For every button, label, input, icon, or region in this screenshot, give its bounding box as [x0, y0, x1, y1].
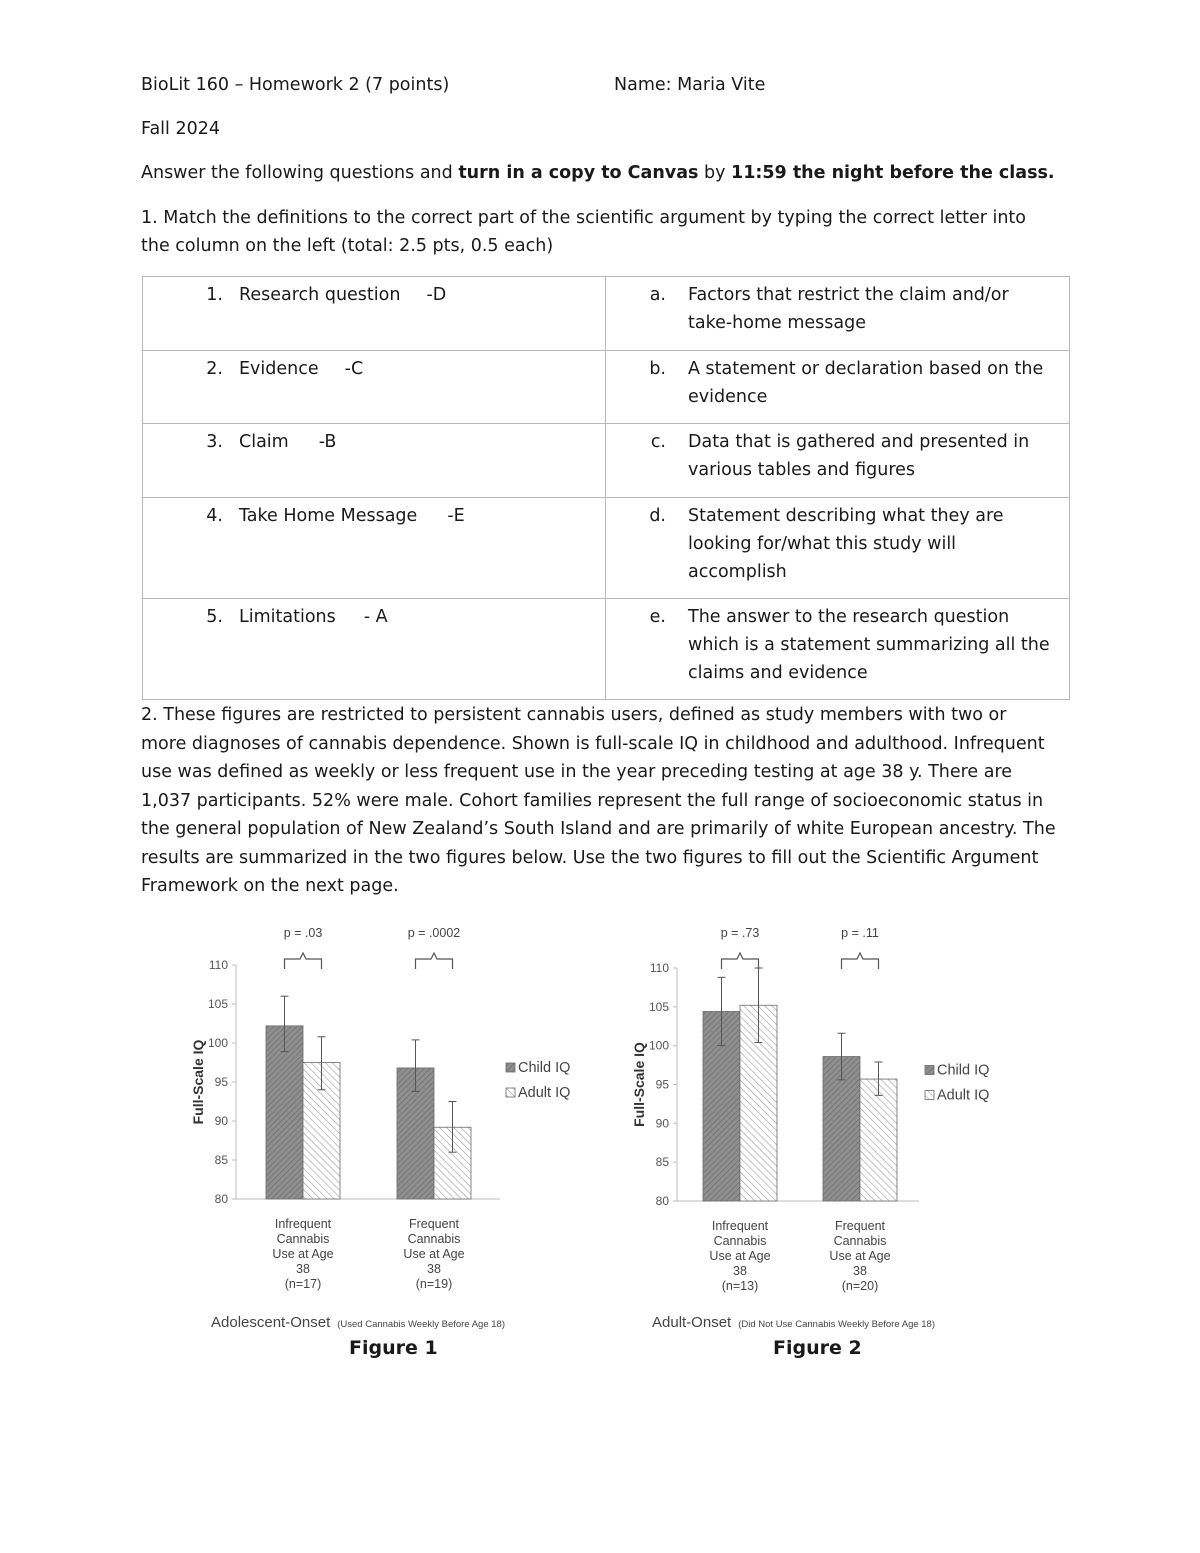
chart-title: Adult-Onset [652, 1314, 732, 1331]
instructions [141, 159, 1055, 187]
x-category-label: (n=20) [841, 1279, 879, 1293]
table-row [143, 277, 1070, 351]
definition-letter: a. [649, 285, 666, 305]
table-row [143, 351, 1070, 424]
term-number: 4. [206, 506, 223, 526]
definition-cell [606, 498, 1070, 599]
q1-prompt-line2: the column on the left (total: 2.5 pts, 0.5 each) [141, 236, 554, 256]
instructions-prefix: Answer the following questions and [141, 163, 459, 183]
y-tick-label: 100 [207, 1036, 228, 1050]
definition-text: The answer to the research question which is a statement summarizing all the claims and evidence [688, 607, 1050, 683]
term-number: 1. [206, 285, 223, 305]
x-category-label: Cannabis [833, 1234, 887, 1248]
term-cell[interactable] [143, 351, 606, 424]
y-tick-label: 110 [208, 958, 228, 972]
term-cell[interactable] [143, 599, 606, 700]
y-tick-label: 80 [655, 1194, 669, 1208]
matching-table [142, 276, 1070, 700]
figure-2-caption: Figure 2 [773, 1337, 862, 1359]
y-axis-label: Full-Scale IQ [631, 1042, 647, 1127]
definition-text: A statement or declaration based on the evidence [688, 359, 1044, 407]
figure-1-caption: Figure 1 [349, 1337, 438, 1359]
x-category-label: Cannabis [407, 1232, 461, 1246]
p-value-label: p = .73 [720, 926, 760, 940]
x-category-label: (n=17) [284, 1277, 322, 1291]
y-tick-label: 85 [214, 1153, 228, 1167]
answer-value: - A [363, 607, 388, 627]
significance-bracket [842, 953, 879, 969]
term-number: 5. [206, 607, 223, 627]
term-label: Claim [239, 432, 289, 452]
y-tick-label: 90 [655, 1116, 669, 1131]
y-tick-label: 110 [649, 961, 669, 975]
significance-bracket [416, 953, 453, 969]
x-category-label: 38 [733, 1264, 747, 1278]
instructions-bold-canvas: turn in a copy to Canvas [458, 163, 699, 183]
chart-title-note: (Did Not Use Cannabis Weekly Before Age 18) [738, 1319, 936, 1330]
y-tick-label: 100 [648, 1038, 669, 1053]
legend-label: Child IQ [937, 1062, 990, 1079]
p-value-label: p = .11 [841, 926, 879, 940]
y-tick-label: 80 [214, 1192, 228, 1206]
significance-bracket [722, 953, 759, 969]
answer-value: -B [318, 432, 337, 452]
x-category-label: Infrequent [274, 1217, 332, 1231]
x-category-label: (n=19) [415, 1277, 453, 1291]
q1-prompt-line1: 1. Match the definitions to the correct part of the scientific argument by typing the correct letter into [141, 208, 1026, 228]
x-category-label: 38 [853, 1264, 867, 1278]
x-category-label: Use at Age [709, 1249, 771, 1263]
legend-swatch [925, 1091, 934, 1100]
p-value-label: p = .03 [283, 926, 323, 940]
legend-swatch [506, 1063, 515, 1072]
significance-bracket [285, 953, 322, 969]
term-label: Research question [239, 285, 401, 305]
definition-text: Data that is gathered and presented in various tables and figures [688, 432, 1030, 480]
x-category-label: Use at Age [403, 1247, 465, 1261]
legend-swatch [925, 1066, 934, 1075]
term-label: Take Home Message [239, 506, 418, 526]
x-category-label: (n=13) [721, 1279, 759, 1293]
instructions-middle: by [698, 163, 732, 183]
y-tick-label: 105 [648, 999, 669, 1014]
figure-2-chart [610, 915, 1030, 1335]
term: Fall 2024 [141, 119, 221, 139]
term-label: Evidence [239, 359, 319, 379]
x-category-label: Cannabis [276, 1232, 330, 1246]
y-tick-label: 95 [655, 1077, 669, 1092]
y-axis-label: Full-Scale IQ [190, 1039, 206, 1125]
definition-cell [606, 424, 1070, 498]
definition-letter: b. [649, 359, 666, 379]
bar-adult-iq [860, 1079, 897, 1201]
x-category-label: Infrequent [711, 1219, 769, 1233]
table-row [143, 424, 1070, 498]
term-label: Limitations [239, 607, 336, 627]
term-number: 2. [206, 359, 223, 379]
chart-title: Adolescent-Onset [211, 1314, 331, 1331]
y-tick-label: 105 [207, 997, 228, 1011]
x-category-label: Frequent [408, 1217, 460, 1231]
x-category-label: Use at Age [272, 1247, 334, 1261]
legend-label: Adult IQ [518, 1085, 571, 1101]
definition-letter: c. [650, 432, 666, 452]
course-title: BioLit 160 – Homework 2 (7 points) [141, 75, 450, 95]
definition-letter: e. [649, 607, 666, 627]
q2-paragraph: 2. These figures are restricted to persistent cannabis users, defined as study members with two or more diagnoses of cannabis dependence. Shown is full-scale IQ in childhood and adulthood. Infrequent use was defined as weekly or less frequent use in the year preceding testing at age 38 y. There are 1,037 participants. 52% were male. Cohort families represent the full range of socioeconomic status in the general population of New Zealand’s South Island and are primarily of white European ancestry. The results are summarized in the two figures below. Use the two figures to fill out the Scientific Argument Framework on the next page. [141, 705, 1056, 896]
definition-letter: d. [649, 506, 666, 526]
instructions-bold-deadline: 11:59 the night before the class. [731, 163, 1055, 183]
term-number: 3. [206, 432, 223, 452]
definition-cell [606, 277, 1070, 351]
definition-text: Statement describing what they are looking for/what this study will accomplish [688, 506, 1004, 582]
x-category-label: Use at Age [829, 1249, 891, 1263]
legend-swatch [506, 1088, 515, 1097]
answer-value: -E [447, 506, 465, 526]
student-name: Name: Maria Vite [614, 75, 766, 95]
legend-label: Adult IQ [937, 1087, 990, 1104]
x-category-label: Frequent [834, 1219, 886, 1233]
definition-cell [606, 351, 1070, 424]
answer-value: -C [344, 359, 364, 379]
legend-label: Child IQ [518, 1060, 571, 1076]
term-cell[interactable] [143, 424, 606, 498]
x-category-label: 38 [296, 1262, 310, 1276]
table-row [143, 498, 1070, 599]
y-tick-label: 95 [214, 1075, 228, 1089]
term-cell[interactable] [143, 277, 606, 351]
y-tick-label: 85 [655, 1155, 669, 1170]
answer-value: -D [426, 285, 447, 305]
figure-1-chart [170, 915, 590, 1335]
chart-title-note: (Used Cannabis Weekly Before Age 18) [337, 1319, 505, 1330]
y-tick-label: 90 [214, 1114, 228, 1128]
term-cell[interactable] [143, 498, 606, 599]
x-category-label: Cannabis [713, 1234, 767, 1248]
table-row [143, 599, 1070, 700]
p-value-label: p = .0002 [407, 926, 461, 940]
definition-text: Factors that restrict the claim and/or take-home message [688, 285, 1009, 333]
definition-cell [606, 599, 1070, 700]
x-category-label: 38 [427, 1262, 441, 1276]
